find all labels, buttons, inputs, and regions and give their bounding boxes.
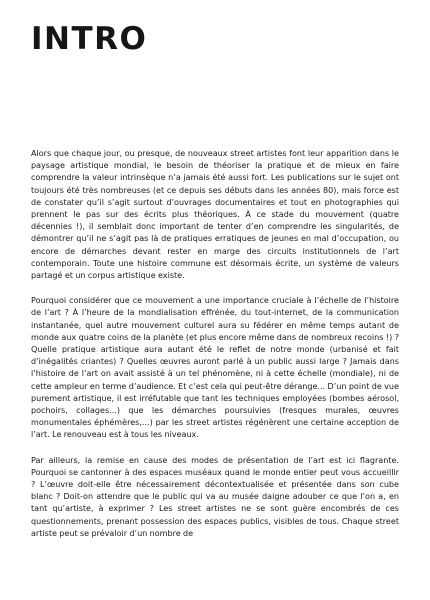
paragraph-1: Alors que chaque jour, ou presque, de nouveaux street artistes font leur apparition dans le paysage artistique mondial, le besoin de théoriser la pratique et de mieux en faire comprendre la valeur intrinsèque n’a jamais été aussi fort. Les publications sur le sujet ont toujours été très nombreuses (et ce depuis ses débuts dans les années 80), mais force est de constater qu’il s’agit surtout d’ouvrages documentaires et tout en photographies qui prennent le pas sur des écrits plus théoriques. À ce stade du mouvement (quatre décennies !), il semblait donc important de tenter d’en comprendre les singularités, de démontrer qu’il ne s’agit pas là de pratiques erratiques de jeunes en mal d’occupation, ou encore de démarches devant rester en marge des circuits institutionnels de l’art contemporain. Toute une histoire commune est désormais écrite, un système de valeurs partagé et un corpus artistique existe.: [31, 149, 399, 281]
paragraph-2: Pourquoi considérer que ce mouvement a une importance cruciale à l’échelle de l’histoire de l’art ? À l’heure de la mondialisation effrénée, du tout-internet, de la communication instantanée, quel autre mouvement culturel aura su fédérer en même temps autant de monde aux quatre coins de la planète (et plus encore même dans de nombreux recoins !) ? Quelle pratique artistique aura autant été le reflet de notre monde (urbanisé et fait d’inégalités criantes) ? Quelles œuvres auront parlé à un public aussi large ? Jamais dans l’histoire de l’art on avait assisté à un tel phénomène, ni à cette échelle (mondiale), ni de cette ampleur en terme d’audience. Et c’est cela qui peut-être dérange... D’un point de vue purement artistique, il est irréfutable que tant les techniques employées (bombes aérosol, pochoirs, collages...) que les démarches poursuivies (fresques murales, œuvres monumentales éphémères,...) par les street artistes régénèrent une certaine acception de l’art. Le renouveau est à tous les niveaux.: [31, 296, 399, 440]
body-text: [31, 148, 399, 553]
page-title: INTRO: [31, 21, 148, 57]
paragraph-3: Par ailleurs, la remise en cause des modes de présentation de l’art est ici flagrante. Pourquoi se cantonner à des espaces muséaux quand le monde entier peut vous accueillir ? L’œuvre doit-elle être nécessairement décontextualisée et présentée dans son cube blanc ? Doit-on attendre que le public qui va au musée daigne adouber ce que l’on a, en tant qu’artiste, à exprimer ? Les street artistes ne se sont guère encombrés de ces questionnements, prenant possession des espaces publics, visibles de tous. Chaque street artiste peut se prévaloir d’un nombre de: [31, 455, 399, 538]
